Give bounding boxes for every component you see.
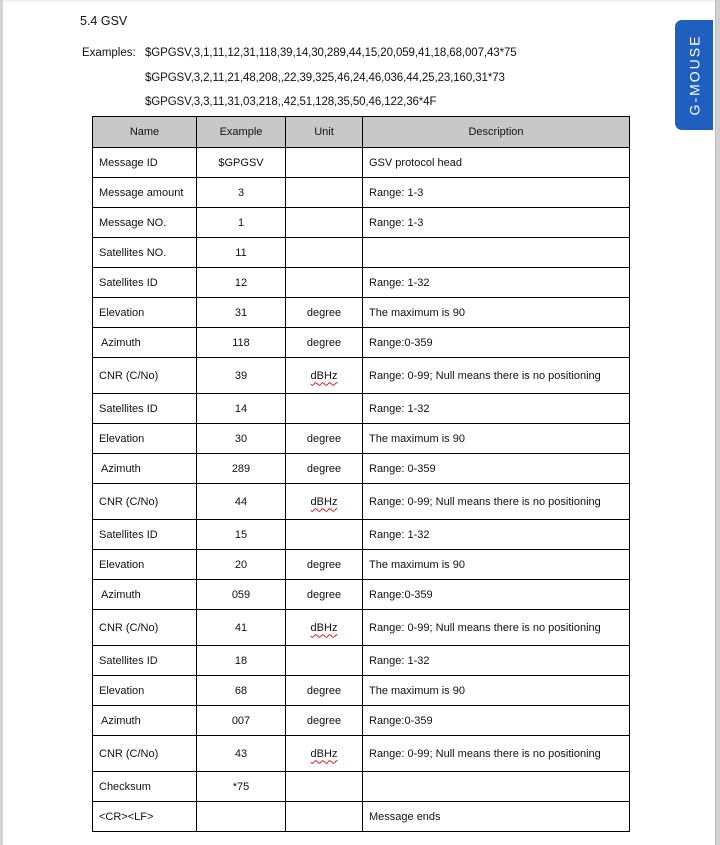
field-unit	[286, 610, 363, 646]
field-name	[93, 676, 197, 706]
field-example	[197, 268, 286, 298]
field-name-text: CNR (C/No)	[99, 495, 159, 508]
field-unit	[286, 676, 363, 706]
field-unit-text: degree	[306, 432, 342, 445]
table-row	[93, 772, 630, 802]
side-tab-label: G-MOUSE	[686, 34, 703, 116]
field-name	[93, 298, 197, 328]
field-name-text: Azimuth	[101, 336, 141, 349]
field-name-text: Elevation	[99, 558, 145, 571]
field-name	[93, 178, 197, 208]
field-name-text: Elevation	[99, 684, 145, 697]
field-description-text: Range: 1-32	[369, 654, 430, 667]
field-example-text: 44	[234, 495, 248, 508]
table-row	[93, 328, 630, 358]
header-example: Example	[197, 117, 286, 148]
field-name	[93, 610, 197, 646]
field-example-text: 1	[237, 216, 245, 229]
field-name-text: Elevation	[99, 432, 145, 445]
table-row	[93, 268, 630, 298]
field-unit-text: degree	[306, 306, 342, 319]
field-description-text: The maximum is 90	[369, 558, 465, 571]
field-name	[93, 358, 197, 394]
field-example	[197, 178, 286, 208]
field-name-text: Message NO.	[99, 216, 167, 229]
field-example	[197, 424, 286, 454]
field-unit	[286, 358, 363, 394]
table-row	[93, 178, 630, 208]
table-row	[93, 394, 630, 424]
field-unit	[286, 580, 363, 610]
field-description-text: Range:0-359	[369, 336, 433, 349]
field-unit	[286, 238, 363, 268]
field-example-text: 20	[234, 558, 248, 571]
field-example-text: 14	[234, 402, 248, 415]
field-description	[363, 238, 630, 268]
table-row	[93, 454, 630, 484]
example-sentence-2: $GPGSV,3,2,11,21,48,208,,22,39,325,46,24,46,036,44,25,23,160,31*73	[145, 72, 505, 84]
gsv-field-table	[92, 116, 630, 832]
field-example-text: 059	[231, 588, 251, 601]
field-unit	[286, 484, 363, 520]
table-row	[93, 424, 630, 454]
field-description	[363, 550, 630, 580]
field-name-text: Elevation	[99, 306, 145, 319]
field-name	[93, 208, 197, 238]
field-unit-text: degree	[306, 588, 342, 601]
field-name-text: Checksum	[99, 780, 151, 793]
table-row	[93, 358, 630, 394]
field-name	[93, 772, 197, 802]
field-description	[363, 424, 630, 454]
page-top-shadow	[0, 0, 720, 3]
field-example-text: *75	[232, 780, 250, 793]
field-description-text: Range: 0-99; Null means there is no positioning	[369, 369, 601, 382]
field-example-text: 118	[232, 336, 250, 349]
field-name-text: CNR (C/No)	[99, 621, 159, 634]
field-name-text: Message ID	[99, 156, 158, 169]
header-unit: Unit	[286, 117, 363, 148]
field-description	[363, 610, 630, 646]
field-name	[93, 802, 197, 832]
field-example	[197, 676, 286, 706]
field-description	[363, 148, 630, 178]
field-unit-text: dBHz	[310, 747, 338, 760]
field-unit	[286, 772, 363, 802]
field-description-text: Range:0-359	[369, 714, 433, 727]
field-unit	[286, 646, 363, 676]
table-row	[93, 676, 630, 706]
field-example	[197, 610, 286, 646]
field-example	[197, 580, 286, 610]
table-row	[93, 802, 630, 832]
field-example-text: 18	[234, 654, 248, 667]
field-example	[197, 358, 286, 394]
section-title: 5.4 GSV	[80, 14, 128, 28]
field-unit-text: degree	[306, 684, 342, 697]
table-row	[93, 148, 630, 178]
field-example-text: 30	[234, 432, 248, 445]
field-example	[197, 394, 286, 424]
field-description	[363, 328, 630, 358]
field-unit	[286, 736, 363, 772]
field-name-text: <CR><LF>	[99, 810, 154, 823]
field-name	[93, 328, 197, 358]
table-row	[93, 550, 630, 580]
field-name	[93, 454, 197, 484]
scrollbar-track[interactable]	[715, 0, 720, 845]
g-mouse-side-tab[interactable]	[675, 20, 713, 130]
field-unit	[286, 424, 363, 454]
table-row	[93, 484, 630, 520]
field-description-text: Range: 1-3	[369, 216, 424, 229]
field-description-text: The maximum is 90	[369, 306, 465, 319]
field-description-text: Range: 1-3	[369, 186, 424, 199]
field-example	[197, 238, 286, 268]
field-description	[363, 676, 630, 706]
field-example	[197, 484, 286, 520]
field-unit	[286, 706, 363, 736]
field-unit	[286, 148, 363, 178]
field-description	[363, 358, 630, 394]
field-example	[197, 736, 286, 772]
field-name	[93, 550, 197, 580]
field-example	[197, 550, 286, 580]
field-description-text: Message ends	[369, 810, 441, 823]
field-description-text: GSV protocol head	[369, 156, 462, 169]
field-example-text: 007	[231, 714, 251, 727]
field-description-text: Range: 0-99; Null means there is no positioning	[369, 495, 601, 508]
field-unit-text: degree	[306, 714, 342, 727]
field-name	[93, 424, 197, 454]
table-row	[93, 610, 630, 646]
field-unit-text: degree	[306, 336, 342, 349]
field-name-text: Azimuth	[101, 462, 141, 475]
table-row	[93, 706, 630, 736]
field-name-text: Message amount	[99, 186, 184, 199]
field-description	[363, 736, 630, 772]
field-name	[93, 268, 197, 298]
field-description	[363, 178, 630, 208]
field-name	[93, 706, 197, 736]
field-example	[197, 520, 286, 550]
table-header-row	[93, 117, 630, 148]
field-unit-text: dBHz	[310, 621, 338, 634]
field-name-text: Satellites ID	[99, 528, 158, 541]
field-unit-text: degree	[306, 462, 342, 475]
field-description	[363, 484, 630, 520]
field-example	[197, 328, 286, 358]
field-name	[93, 580, 197, 610]
field-unit	[286, 298, 363, 328]
field-example	[197, 454, 286, 484]
field-example-text: 289	[231, 462, 251, 475]
table-row	[93, 298, 630, 328]
field-description-text: Range: 1-32	[369, 402, 430, 415]
field-unit	[286, 178, 363, 208]
field-unit	[286, 208, 363, 238]
field-example	[197, 706, 286, 736]
field-unit-text: degree	[306, 558, 342, 571]
field-unit-text: dBHz	[310, 495, 338, 508]
field-description	[363, 580, 630, 610]
field-description-text: The maximum is 90	[369, 684, 465, 697]
field-example	[197, 148, 286, 178]
field-description	[363, 394, 630, 424]
table-row	[93, 646, 630, 676]
field-example-text: 41	[234, 621, 248, 634]
field-unit-text: dBHz	[310, 369, 338, 382]
field-example-text: $GPGSV	[218, 156, 264, 169]
field-name-text: Azimuth	[101, 588, 141, 601]
field-description-text: Range:0-359	[369, 588, 433, 601]
field-description-text: Range: 0-359	[369, 462, 436, 475]
field-description	[363, 520, 630, 550]
field-description-text: Range: 0-99; Null means there is no positioning	[369, 747, 601, 760]
field-name	[93, 520, 197, 550]
field-name	[93, 646, 197, 676]
field-example-text: 3	[237, 186, 245, 199]
field-example	[197, 646, 286, 676]
field-name-text: CNR (C/No)	[99, 747, 159, 760]
field-example	[197, 802, 286, 832]
field-name-text: CNR (C/No)	[99, 369, 159, 382]
field-unit	[286, 328, 363, 358]
field-example-text: 15	[234, 528, 248, 541]
field-description	[363, 802, 630, 832]
table-row	[93, 580, 630, 610]
field-description-text: Range: 1-32	[369, 276, 430, 289]
field-unit	[286, 394, 363, 424]
field-description	[363, 772, 630, 802]
field-example	[197, 772, 286, 802]
field-example	[197, 298, 286, 328]
table-row	[93, 520, 630, 550]
field-description	[363, 208, 630, 238]
field-description-text: The maximum is 90	[369, 432, 465, 445]
field-description	[363, 298, 630, 328]
field-example	[197, 208, 286, 238]
table-row	[93, 238, 630, 268]
field-unit	[286, 802, 363, 832]
example-sentence-3: $GPGSV,3,3,11,31,03,218,,42,51,128,35,50,46,122,36*4F	[145, 96, 437, 108]
field-name-text: Satellites ID	[99, 402, 158, 415]
page-left-edge	[0, 0, 3, 845]
field-unit	[286, 550, 363, 580]
field-unit	[286, 454, 363, 484]
field-description	[363, 706, 630, 736]
field-name	[93, 484, 197, 520]
field-example-text: 68	[234, 684, 248, 697]
field-name-text: Azimuth	[101, 714, 141, 727]
table-row	[93, 208, 630, 238]
field-unit	[286, 520, 363, 550]
field-example-text: 11	[235, 246, 247, 259]
field-name-text: Satellites NO.	[99, 246, 167, 259]
field-unit	[286, 268, 363, 298]
field-example-text: 12	[234, 276, 248, 289]
table-row	[93, 736, 630, 772]
field-description	[363, 646, 630, 676]
field-description-text: Range: 0-99; Null means there is no positioning	[369, 621, 601, 634]
header-description: Description	[363, 117, 630, 148]
field-name	[93, 148, 197, 178]
field-example-text: 31	[234, 306, 248, 319]
field-name-text: Satellites ID	[99, 276, 158, 289]
field-description	[363, 268, 630, 298]
field-description	[363, 454, 630, 484]
field-name	[93, 238, 197, 268]
field-name	[93, 736, 197, 772]
example-sentence-1: $GPGSV,3,1,11,12,31,118,39,14,30,289,44,15,20,059,41,18,68,007,43*75	[145, 47, 517, 59]
field-example-text: 39	[234, 369, 248, 382]
field-name-text: Satellites ID	[99, 654, 158, 667]
examples-label: Examples:	[82, 47, 136, 59]
field-description-text: Range: 1-32	[369, 528, 430, 541]
header-name: Name	[93, 117, 197, 148]
field-name	[93, 394, 197, 424]
field-example-text: 43	[234, 747, 248, 760]
